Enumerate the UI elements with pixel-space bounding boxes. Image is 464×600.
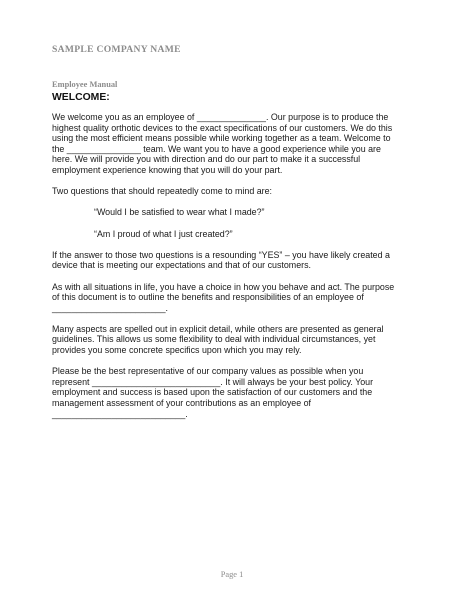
welcome-heading: WELCOME: — [52, 92, 110, 103]
text-line: Please be the best representative of our company values as possible when you — [52, 366, 364, 377]
paragraph-representative — [52, 366, 412, 419]
text-line: the _______________ team. We want you to have a good experience while you are — [52, 143, 381, 154]
question-two: “Am I proud of what I just created?” — [94, 228, 233, 239]
paragraph-purpose — [52, 282, 412, 314]
page-number: Page 1 — [220, 570, 244, 579]
paragraph-welcome — [52, 112, 412, 176]
text-line: _______________________. — [52, 302, 168, 313]
paragraph-questions-intro — [52, 186, 412, 197]
document-body — [52, 112, 412, 430]
text-line: If the answer to those two questions is a resounding “YES” – you have likely created a — [52, 249, 390, 260]
manual-title: Employee Manual — [52, 80, 118, 89]
text-line: employment experience knowing that you will do your part. — [52, 164, 283, 175]
text-line: ___________________________. — [52, 408, 188, 419]
text-line: highest quality orthotic devices to the exact specifications of our customers. We do this — [52, 122, 393, 133]
text-line: here. We will provide you with direction and do our part to make it a successful — [52, 154, 361, 165]
company-name: SAMPLE COMPANY NAME — [52, 44, 181, 55]
text-line: represent __________________________. It will always be your best policy. Your — [52, 376, 374, 387]
text-line: management assessment of your contributions as an employee of — [52, 398, 311, 409]
text-line: using the most efficient means possible while working together as a team. Welcome to — [52, 133, 391, 144]
text-line: Two questions that should repeatedly come to mind are: — [52, 186, 273, 197]
paragraph-answer — [52, 250, 412, 271]
text-line: guidelines. This allows us some flexibility to deal with individual circumstances, yet — [52, 334, 376, 345]
text-line: device that is meeting our expectations and that of our customers. — [52, 260, 311, 271]
text-line: Many aspects are spelled out in explicit detail, while others are presented as general — [52, 323, 384, 334]
text-line: As with all situations in life, you have a choice in how you behave and act. The purpose — [52, 281, 395, 292]
text-line: provides you some concrete specifics upon which you may rely. — [52, 345, 302, 356]
question-one: “Would I be satisfied to wear what I made?” — [94, 207, 265, 218]
text-line: employment and success is based upon the satisfaction of our customers and the — [52, 387, 373, 398]
text-line: of this document is to outline the benefits and responsibilities of an employee of — [52, 292, 364, 303]
paragraph-guidelines — [52, 324, 412, 356]
text-line: We welcome you as an employee of ______________. Our purpose is to produce the — [52, 112, 389, 122]
